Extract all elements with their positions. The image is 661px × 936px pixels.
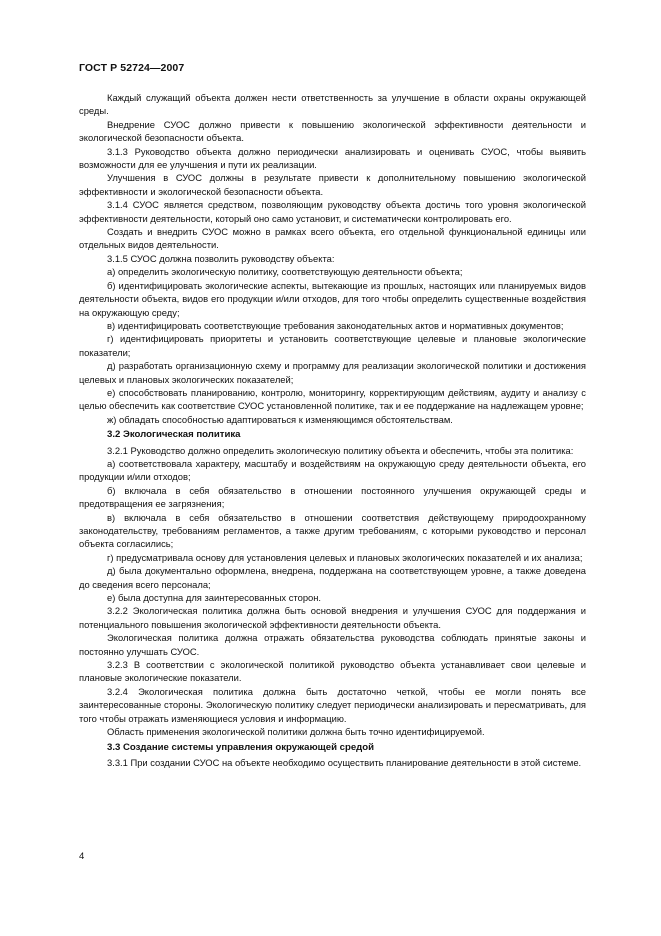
paragraph: 3.3.1 При создании СУОС на объекте необходимо осуществить планирование деятельности в этой системе. bbox=[107, 756, 582, 768]
list-item: в) включала в себя обязательство в отношении соответствия действующему природоохранному законодательству, требованиям регламентов, а также другим требованиям, с которыми руководство и персонал объекта согласились; bbox=[79, 511, 586, 550]
list-item: д) была документально оформлена, внедрена, поддержана на соответствующем уровне, а также доведена до сведения всего персонала; bbox=[79, 565, 586, 590]
paragraph: 3.2.2 Экологическая политика должна быть основой внедрения и улучшения СУОС для поддержания и потенциального повышения экологической эффективности деятельности объекта. bbox=[79, 605, 586, 630]
paragraph: 3.2.4 Экологическая политика должна быть достаточно четкой, чтобы ее могли понять все заинтересованные стороны. Экологическую политику следует периодически анализировать и пересматривать, для того чтобы отражать изменяющиеся условия и информацию. bbox=[79, 685, 586, 724]
paragraph: Экологическая политика должна отражать обязательства руководства соблюдать принятые законы и постоянно улучшать СУОС. bbox=[79, 632, 586, 657]
paragraph: 3.2.1 Руководство должно определить экологическую политику объекта и обеспечить, чтобы эта политика: bbox=[107, 444, 574, 456]
paragraph: Внедрение СУОС должно привести к повышению экологической эффективности деятельности и экологической безопасности объекта. bbox=[79, 118, 586, 144]
list-item: г) предусматривала основу для установления целевых и плановых экологических показателей и их анализа; bbox=[107, 551, 583, 563]
paragraph: Область применения экологической политики должна быть точно идентифицируемой. bbox=[107, 726, 485, 738]
paragraph: 3.1.5 СУОС должна позволить руководству объекта: bbox=[107, 252, 335, 264]
list-item: ж) обладать способностью адаптироваться к изменяющимся обстоятельствам. bbox=[107, 413, 453, 425]
list-item: б) включала в себя обязательство в отношении постоянного улучшения окружающей среды и предотвращения ее загрязнения; bbox=[79, 484, 586, 510]
paragraph: 3.1.4 СУОС является средством, позволяющим руководству объекта достичь того уровня экологической эффективности деятельности, который оно само установит, и систематически контролировать его. bbox=[79, 199, 586, 224]
list-item: б) идентифицировать экологические аспекты, вытекающие из прошлых, настоящих или планируемых видов деятельности объекта, видов его продукции и/или отходов, для того чтобы определить существенные воздействия на окружающую среду; bbox=[79, 279, 586, 318]
document-header: ГОСТ Р 52724—2007 bbox=[79, 62, 185, 74]
list-item: е) была доступна для заинтересованных сторон. bbox=[107, 592, 322, 604]
list-item: а) соответствовала характеру, масштабу и воздействиям на окружающую среду деятельности объекта, его продукции и/или отходов; bbox=[79, 457, 586, 483]
paragraph: 3.2.3 В соответствии с экологической политикой руководство объекта устанавливает свои целевые и плановые экологические показатели. bbox=[79, 659, 586, 684]
section-heading: 3.3 Создание системы управления окружающей средой bbox=[107, 741, 375, 753]
paragraph: Каждый служащий объекта должен нести ответственность за улучшение в области охраны окружающей среды. bbox=[79, 92, 586, 117]
section-heading: 3.2 Экологическая политика bbox=[107, 429, 241, 441]
list-item: а) определить экологическую политику, соответствующую деятельности объекта; bbox=[107, 266, 463, 278]
list-item: е) способствовать планированию, контролю, мониторингу, корректирующим действиям, аудиту и анализу с целью обеспечить как соответствие СУОС установленной политике, так и ее поддержание на надлежащем уровне; bbox=[79, 386, 586, 412]
page-number: 4 bbox=[79, 851, 85, 862]
document-body bbox=[79, 91, 586, 769]
list-item: д) разработать организационную схему и программу для реализации экологической политики и достижения целевых и плановых экологических показателей; bbox=[79, 360, 586, 385]
list-item: г) идентифицировать приоритеты и установить соответствующие целевые и плановые экологические показатели; bbox=[79, 333, 586, 358]
list-item: в) идентифицировать соответствующие требования законодательных актов и нормативных документов; bbox=[107, 319, 564, 331]
paragraph: 3.1.3 Руководство объекта должно периодически анализировать и оценивать СУОС, чтобы выявить возможности для ее улучшения и пути их реализации. bbox=[79, 145, 586, 171]
paragraph: Улучшения в СУОС должны в результате привести к дополнительному повышению экологической эффективности и экологической безопасности объекта. bbox=[79, 172, 586, 197]
paragraph: Создать и внедрить СУОС можно в рамках всего объекта, его отдельной функциональной единицы или отдельных видов деятельности. bbox=[79, 226, 586, 251]
